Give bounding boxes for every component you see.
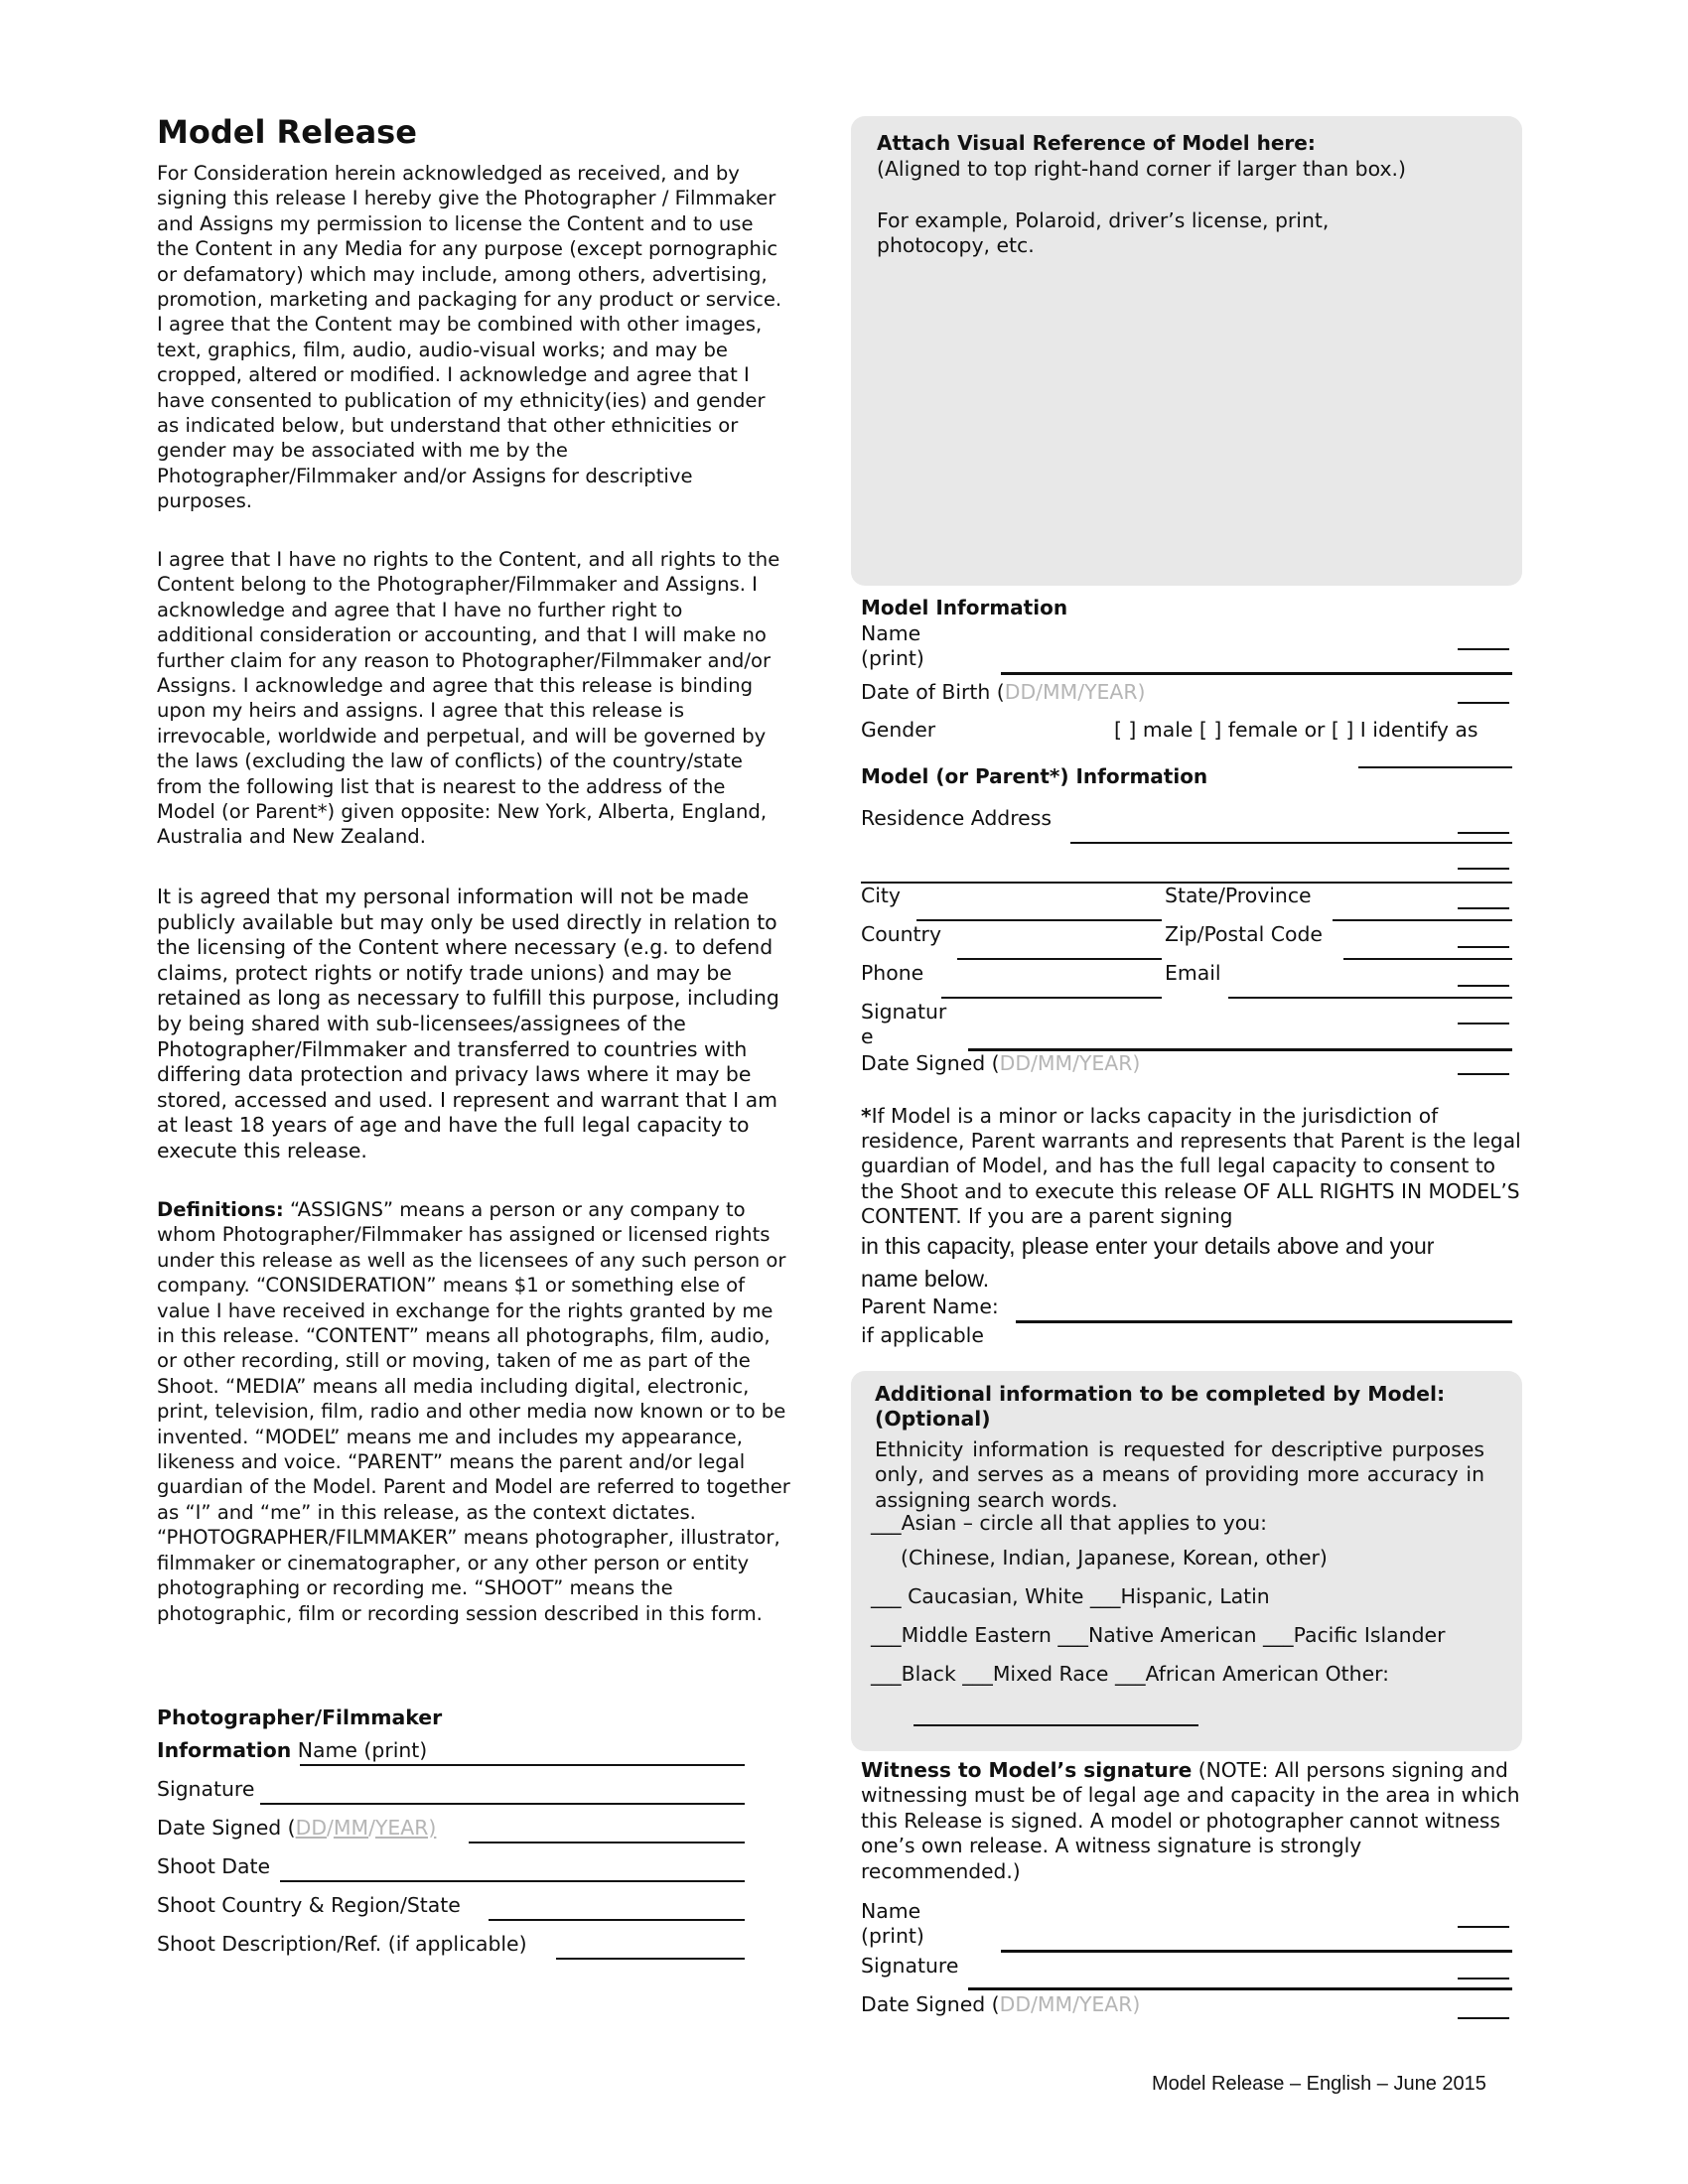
photographer-heading-line2: Information	[157, 1738, 292, 1762]
date-signed-text: Date Signed (	[157, 1816, 296, 1840]
model-name-label-2: (print)	[861, 646, 924, 670]
date-placeholder-dd: DD	[295, 1816, 328, 1840]
dob-text: Date of Birth (	[861, 680, 1005, 704]
state-label: State/Province	[1165, 884, 1312, 907]
visual-reference-note: (Aligned to top right-hand corner if larger than box.)	[877, 157, 1406, 181]
witness-date-signed-field[interactable]	[1458, 2017, 1509, 2019]
shoot-country-field[interactable]	[489, 1919, 745, 1921]
country-field[interactable]	[957, 958, 1162, 960]
witness-name-label-2: (print)	[861, 1924, 924, 1948]
privacy-paragraph: It is agreed that my personal information will not be made publicly available but may only be used directly in relation to the licensing of the Content where necessary (e.g. to defend claims, protect rights or notify trade unions) and may be retained as long as necessary to fulfill this purpose, including by being shared with sub-licensees/assignees of the Photographer/Filmmaker and transferred to countries with differing data protection and privacy laws where it may be stored, accessed and used. I represent and warrant that I am at least 18 years of age and have the full legal capacity to execute this release.	[157, 885, 779, 1162]
minor-note-text	[861, 1104, 1521, 1229]
photographer-name-field[interactable]	[300, 1764, 745, 1766]
model-name-label: Name	[861, 621, 921, 645]
date-placeholder: DD/MM/YEAR)	[999, 1051, 1141, 1075]
definitions-paragraph	[157, 1197, 792, 1626]
gender-identify-field[interactable]	[1358, 766, 1512, 768]
shoot-description-field[interactable]	[556, 1958, 745, 1960]
city-label: City	[861, 884, 901, 907]
model-gender-label: Gender	[861, 718, 936, 742]
parent-signature-label-2: e	[861, 1024, 874, 1048]
page-title: Model Release	[157, 113, 417, 151]
date-placeholder-mm: MM	[333, 1816, 369, 1840]
country-label: Country	[861, 922, 942, 946]
additional-info-heading: Additional information to be completed by Model:	[875, 1382, 1446, 1406]
witness-signature-field[interactable]	[968, 1987, 1512, 1990]
witness-name-label: Name	[861, 1899, 921, 1923]
state-short-line	[1458, 907, 1509, 909]
date-placeholder-sep: /	[368, 1816, 375, 1840]
phone-field[interactable]	[941, 997, 1162, 999]
model-name-field[interactable]	[1001, 672, 1512, 675]
visual-reference-example: For example, Polaroid, driver’s license, print,	[877, 208, 1330, 232]
parent-date-signed-field[interactable]	[1458, 1073, 1509, 1075]
photographer-date-signed-label	[157, 1816, 436, 1840]
date-signed-text: Date Signed (	[861, 1051, 1000, 1075]
ethnicity-middle-native-pacific[interactable]: ___Middle Eastern ___Native American ___Pacific Islander	[871, 1623, 1446, 1647]
date-placeholder-year: YEAR)	[374, 1816, 437, 1840]
phone-label: Phone	[861, 961, 924, 985]
witness-note: (NOTE: All persons signing and witnessing must be of legal age and capacity in the area in which this Release is signed. A model or photographer cannot witness one’s own release. A witness signature is strongly recommended.)	[861, 1758, 1520, 1883]
parent-name-label: Parent Name:	[861, 1295, 999, 1318]
photographer-signature-label: Signature	[157, 1777, 255, 1801]
shoot-date-label: Shoot Date	[157, 1854, 271, 1878]
date-placeholder-sep: /	[327, 1816, 334, 1840]
visual-reference-heading: Attach Visual Reference of Model here:	[877, 131, 1316, 155]
residence-address-field[interactable]	[1070, 842, 1512, 844]
email-field[interactable]	[1228, 997, 1512, 999]
zip-short-line	[1458, 946, 1509, 948]
additional-info-optional: (Optional)	[875, 1407, 991, 1431]
photographer-signature-field[interactable]	[260, 1803, 745, 1805]
gender-options[interactable]: [ ] male [ ] female or [ ] I identify as	[1114, 718, 1478, 742]
parent-signature-label: Signatur	[861, 1000, 947, 1024]
model-info-heading: Model Information	[861, 596, 1068, 619]
ethnicity-caucasian-hispanic[interactable]: ___ Caucasian, White ___Hispanic, Latin	[871, 1584, 1270, 1608]
witness-name-short-line	[1458, 1926, 1509, 1928]
model-dob-field[interactable]	[1458, 702, 1509, 704]
model-name-short-line	[1458, 648, 1509, 650]
date-placeholder: DD/MM/YEAR)	[999, 1992, 1141, 2016]
parent-info-heading: Model (or Parent*) Information	[861, 764, 1208, 788]
page-footer: Model Release – English – June 2015	[1152, 2073, 1486, 2095]
residence-address-label: Residence Address	[861, 806, 1052, 830]
definitions-text: “ASSIGNS” means a person or any company to whom Photographer/Filmmaker has assigned or licensed rights under this release as well as the licensees of any such person or company. “CONSIDERATION” means $1 or something else of value I have received in exchange for the rights granted by me in this release. “CONTENT” means all photographs, film, audio, or other recording, still or moving, taken of me as part of the Shoot. “MEDIA” means all media including digital, electronic, print, television, film, radio and other media now known or to be invented. “MODEL” means me and includes my appearance, likeness and voice. “PARENT” means the parent and/or legal guardian of the Model. Parent and Model are referred to together as “I” and “me” in this release, as the context dictates. “PHOTOGRAPHER/FILMMAKER” means photographer, illustrator, filmmaker or cinematographer, or any other person or entity photographing or recording me. “SHOOT” means the photographic, film or recording session described in this form.	[157, 1198, 790, 1625]
residence-short-line-2	[1458, 868, 1509, 870]
photographer-name-label: Name (print)	[291, 1738, 428, 1762]
shoot-country-label: Shoot Country & Region/State	[157, 1893, 461, 1917]
witness-name-field[interactable]	[1001, 1950, 1512, 1953]
minor-note-body: If Model is a minor or lacks capacity in the jurisdiction of residence, Parent warrants and represents that Parent is the legal guardian of Model, and has the full legal capacity to consent to the Shoot and to execute this release OF ALL RIGHTS IN MODEL’S CONTENT. If you are a parent signing	[861, 1104, 1521, 1228]
witness-heading: Witness to Model’s signature	[861, 1758, 1193, 1782]
witness-signature-label: Signature	[861, 1954, 959, 1978]
photographer-date-signed-field[interactable]	[469, 1842, 745, 1843]
shoot-date-field[interactable]	[280, 1880, 745, 1882]
asterisk: *	[861, 1104, 872, 1128]
signature-short-line	[1458, 1023, 1509, 1024]
if-applicable-label: if applicable	[861, 1323, 984, 1347]
parent-date-signed-label	[861, 1051, 1140, 1075]
ethnicity-other-field[interactable]	[914, 1724, 1198, 1726]
zip-field[interactable]	[1343, 958, 1512, 960]
shoot-description-label: Shoot Description/Ref. (if applicable)	[157, 1932, 527, 1956]
photographer-name-row	[157, 1738, 427, 1762]
ethnicity-black-mixed-african-other[interactable]: ___Black ___Mixed Race ___African American Other:	[871, 1662, 1390, 1686]
minor-note-line3: name below.	[861, 1266, 990, 1292]
photographer-heading: Photographer/Filmmaker	[157, 1706, 443, 1729]
parent-name-field[interactable]	[1016, 1320, 1512, 1323]
definitions-label: Definitions:	[157, 1198, 284, 1221]
rights-paragraph: I agree that I have no rights to the Content, and all rights to the Content belong to the Photographer/Filmmaker and Assigns. I acknowledge and agree that I have no further right to additional consideration or accounting, and that I will make no further claim for any reason to Photographer/Filmmaker and/or Assigns. I acknowledge and agree that this release is binding upon my heirs and assigns. I agree that this release is irrevocable, worldwide and perpetual, and will be governed by the laws (excluding the law of conflicts) of the country/state from the following list that is nearest to the address of the Model (or Parent*) given opposite: New York, Alberta, England, Australia and New Zealand.	[157, 548, 780, 849]
residence-short-line	[1458, 832, 1509, 834]
consideration-paragraph: For Consideration herein acknowledged as received, and by signing this release I hereby give the Photographer / Filmmaker and Assigns my permission to license the Content and to use the Content in any Media for any purpose (except pornographic or defamatory) which may include, among others, advertising, promotion, marketing and packaging for any product or service. I agree that the Content may be combined with other images, text, graphics, film, audio, audio-visual works; and may be cropped, altered or modified. I acknowledge and agree that I have consented to publication of my ethnicity(ies) and gender as indicated below, but understand that other ethnicities or gender may be associated with me by the Photographer/Filmmaker and/or Assigns for descriptive purposes.	[157, 162, 782, 513]
ethnicity-intro: Ethnicity information is requested for descriptive purposes only, and serves as a means of providing more accuracy in assigning search words.	[875, 1437, 1484, 1512]
witness-signature-short-line	[1458, 1978, 1509, 1979]
witness-text	[861, 1758, 1521, 1884]
minor-note-line2: in this capacity, please enter your details above and your	[861, 1233, 1435, 1259]
city-field[interactable]	[916, 919, 1162, 921]
date-signed-text: Date Signed (	[861, 1992, 1000, 2016]
visual-reference-example-2: photocopy, etc.	[877, 233, 1035, 257]
ethnicity-asian[interactable]: ___Asian – circle all that applies to you:	[871, 1511, 1267, 1535]
zip-label: Zip/Postal Code	[1165, 922, 1323, 946]
ethnicity-asian-subtypes: (Chinese, Indian, Japanese, Korean, other)	[901, 1546, 1328, 1570]
email-short-line	[1458, 985, 1509, 987]
email-label: Email	[1165, 961, 1221, 985]
dob-placeholder: DD/MM/YEAR)	[1004, 680, 1146, 704]
witness-date-signed-label	[861, 1992, 1140, 2016]
visual-reference-box[interactable]	[851, 116, 1522, 586]
model-dob-label	[861, 680, 1146, 704]
state-field[interactable]	[1333, 919, 1512, 921]
